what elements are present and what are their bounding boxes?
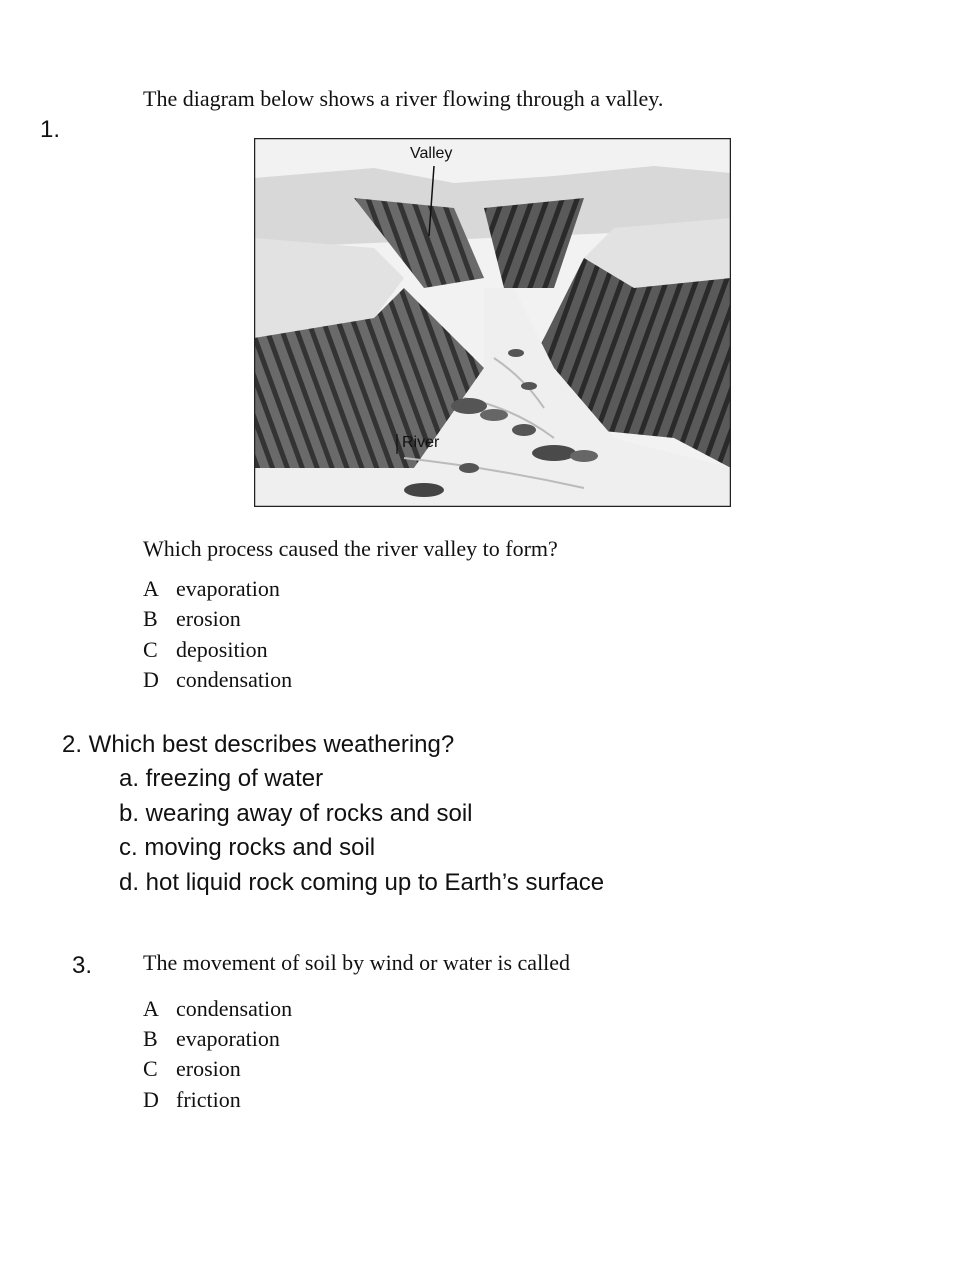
option-letter: A (143, 996, 159, 1021)
option-text: evaporation (176, 576, 280, 601)
option-letter: C (143, 1056, 158, 1081)
q3-question: The movement of soil by wind or water is called (143, 950, 571, 975)
q1-option-b[interactable] (143, 606, 241, 632)
q1-question: Which process caused the river valley to form? (143, 536, 558, 561)
option-text: evaporation (176, 1026, 280, 1051)
q3-option-c[interactable] (143, 1056, 241, 1082)
q1-option-c[interactable] (143, 637, 268, 663)
q1-option-a[interactable] (143, 576, 280, 602)
q1-number: 1. (40, 116, 61, 143)
option-text: condensation (176, 996, 293, 1021)
option-text: condensation (176, 667, 293, 692)
river-valley-diagram (254, 138, 731, 507)
option-letter: C (143, 637, 158, 662)
valley-label: Valley (410, 145, 453, 162)
q1-intro: The diagram below shows a river flowing through a valley. (143, 86, 664, 111)
q1-option-d[interactable] (143, 667, 292, 693)
q2-option-c[interactable]: c. moving rocks and soil (119, 834, 376, 861)
option-letter: B (143, 1026, 158, 1051)
river-label: River (402, 434, 440, 451)
option-text: friction (176, 1087, 241, 1112)
option-letter: D (143, 667, 159, 692)
q3-option-a[interactable] (143, 996, 292, 1022)
q3-option-b[interactable] (143, 1026, 280, 1052)
q3-option-d[interactable] (143, 1087, 241, 1113)
q2-option-d[interactable]: d. hot liquid rock coming up to Earth’s surface (119, 869, 605, 896)
option-letter: D (143, 1087, 159, 1112)
q3-number: 3. (72, 952, 93, 979)
option-text: erosion (176, 1056, 241, 1081)
option-letter: A (143, 576, 159, 601)
q2-option-b[interactable]: b. wearing away of rocks and soil (119, 800, 473, 827)
q2-option-a[interactable]: a. freezing of water (119, 765, 324, 792)
option-letter: B (143, 606, 158, 631)
option-text: deposition (176, 637, 268, 662)
option-text: erosion (176, 606, 241, 631)
q2-question: 2. Which best describes weathering? (62, 731, 455, 758)
